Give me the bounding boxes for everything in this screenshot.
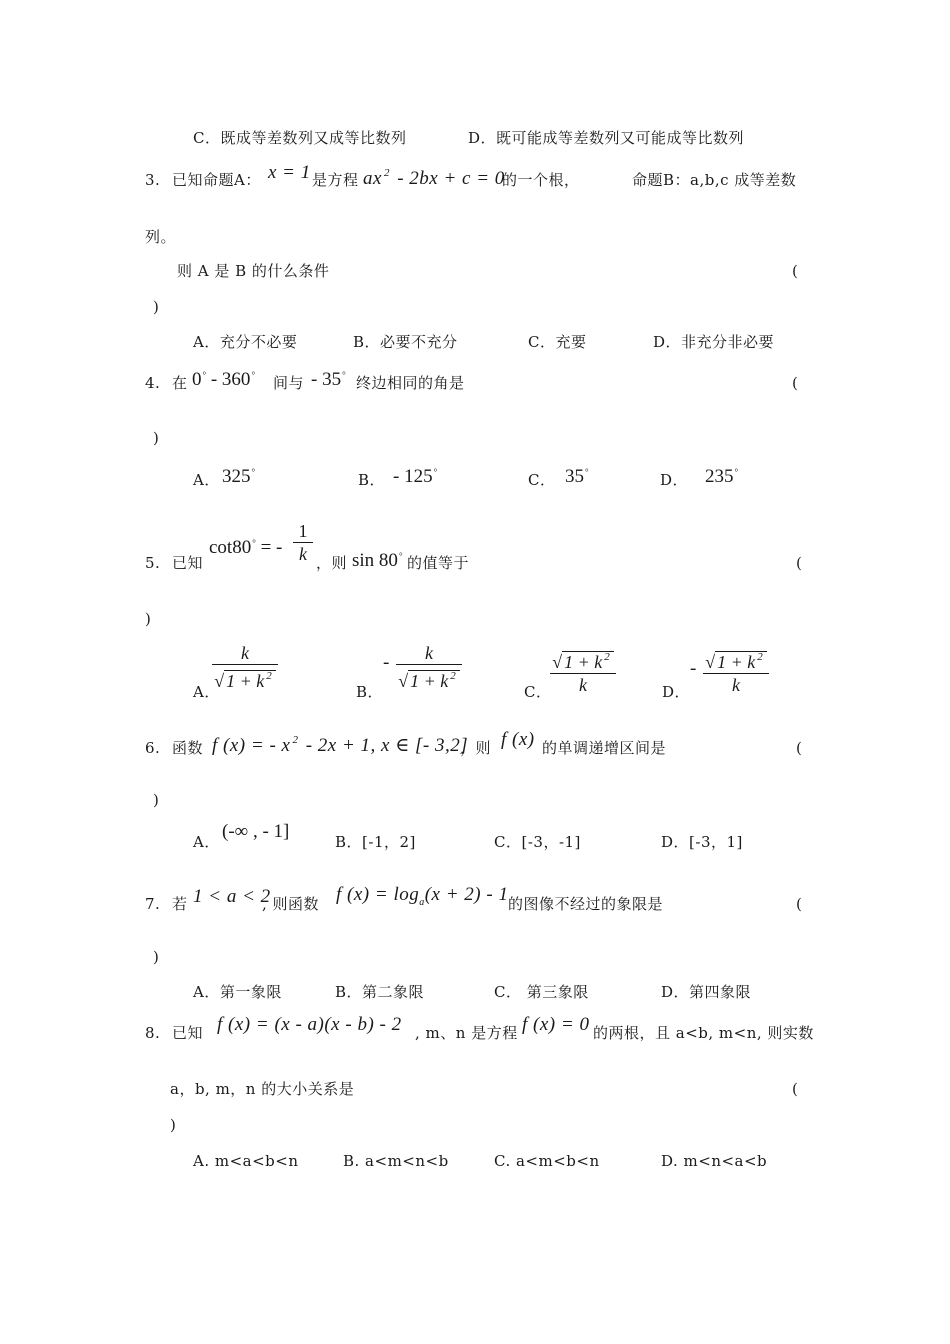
q4-option-c: 35° xyxy=(565,466,589,487)
q4-option-c-label: C． xyxy=(528,471,556,489)
q5-fraction: 1 k xyxy=(293,520,313,565)
q7-option-c: C． 第三象限 xyxy=(494,983,589,1001)
q4-answer-close: ) xyxy=(153,429,160,447)
q5-option-b: k √ 1 + k $^2$ xyxy=(396,642,462,692)
q6-text-post: 的单调递增区间是 xyxy=(542,739,667,757)
q6-option-a: (-∞ , - 1] xyxy=(222,821,290,842)
q3-text-mid: 是方程 xyxy=(312,171,359,189)
q7-condition: 1 < a < 2 xyxy=(193,886,271,907)
q5-option-a: k √ 1 + k $^2$ xyxy=(212,642,278,692)
q3-number: 3. xyxy=(145,171,161,189)
q8-expr: f (x) = (x - a)(x - b) - 2 xyxy=(217,1014,402,1035)
q7-answer-close: ) xyxy=(153,948,160,966)
q8-text-mid: , m、n 是方程 xyxy=(415,1024,518,1042)
q4-option-d: 235° xyxy=(705,466,739,487)
q6-fx: f (x) xyxy=(501,729,535,750)
q5-answer-open: ( xyxy=(796,554,803,572)
q8-option-c: C. a<m<b<n xyxy=(494,1152,600,1170)
q3-eq2: ax $^2$ - 2bx + c = 0 xyxy=(363,167,505,189)
q6-text-pre: 函数 xyxy=(172,739,204,757)
q7-option-b: B．第二象限 xyxy=(335,983,425,1001)
q3-text-post: 的一个根， xyxy=(502,171,580,189)
q4-option-a-label: A． xyxy=(193,471,220,489)
q2-option-c: C．既成等差数列又成等比数列 xyxy=(193,129,407,147)
q7-expr: f $(x) = \log_a(x + 2) - 1$ xyxy=(336,884,509,908)
q5-option-b-label: B． xyxy=(356,683,384,701)
q6-answer-open: ( xyxy=(796,739,803,757)
q3-eq1: x = 1 xyxy=(268,162,311,183)
q6-number: 6. xyxy=(145,739,161,757)
q8-wrap: a，b, m，n 的大小关系是 xyxy=(170,1080,355,1098)
q4-answer-open: ( xyxy=(792,374,799,392)
q5-option-c: √ 1 + k $^2$ k xyxy=(550,646,616,696)
q8-text-post: 的两根，且 a<b, m<n, 则实数 xyxy=(593,1024,814,1042)
q4-option-d-label: D． xyxy=(660,471,689,489)
q5-text-mid: ，则 xyxy=(316,554,348,572)
q8-expr2: f (x) = 0 xyxy=(522,1014,590,1035)
q3-wrap: 列。 xyxy=(145,228,177,246)
q6-option-c: C．[-3，-1] xyxy=(494,833,581,851)
q5-answer-close: ) xyxy=(145,610,152,628)
q6-option-b: B．[-1，2] xyxy=(335,833,416,851)
q5-sin: sin 80° xyxy=(352,550,403,571)
q7-answer-open: ( xyxy=(796,895,803,913)
q6-option-a-label: A． xyxy=(193,833,220,851)
q3-answer-open: ( xyxy=(792,262,799,280)
q5-option-c-label: C． xyxy=(524,683,552,701)
q6-expr: f (x) = - x $^2$ - 2x + 1, x ∈ [- 3,2] xyxy=(212,734,469,756)
q7-number: 7. xyxy=(145,895,161,913)
q8-answer-open: ( xyxy=(792,1080,799,1098)
q6-text-mid: ，则 xyxy=(460,739,492,757)
q3-prop-b: 命题B：a,b,c 成等差数 xyxy=(632,171,797,189)
q7-text-mid: , 则函数 xyxy=(262,895,320,913)
q4-angle: - 35° xyxy=(311,369,346,390)
q5-cot: cot80° = - xyxy=(209,537,283,558)
q7-option-d: D．第四象限 xyxy=(661,983,752,1001)
q5-text-post: 的值等于 xyxy=(407,554,470,572)
q4-text-mid: 间与 xyxy=(273,374,305,392)
q4-option-b-label: B． xyxy=(358,471,386,489)
q3-option-b: B．必要不充分 xyxy=(353,333,458,351)
q3-option-d: D．非充分非必要 xyxy=(653,333,775,351)
q4-number: 4. xyxy=(145,374,161,392)
q8-option-d: D. m<n<a<b xyxy=(661,1152,768,1170)
q2-option-d: D．既可能成等差数列又可能成等比数列 xyxy=(468,129,745,147)
q3-option-c: C．充要 xyxy=(528,333,587,351)
q5-text-pre: 已知 xyxy=(172,554,204,572)
q6-answer-close: ) xyxy=(153,791,160,809)
q8-option-a: A. m<a<b<n xyxy=(193,1152,299,1170)
q4-option-b: - 125° xyxy=(393,466,438,487)
q5-option-d-label: D． xyxy=(662,683,691,701)
q8-text-pre: 已知 xyxy=(172,1024,204,1042)
q5-number: 5. xyxy=(145,554,161,572)
q7-option-a: A．第一象限 xyxy=(193,983,282,1001)
q3-answer-close: ) xyxy=(153,298,160,316)
q7-text-post: 的图像不经过的象限是 xyxy=(508,895,664,913)
q7-text-pre: 若 xyxy=(172,895,188,913)
q4-range: 0° - 360° xyxy=(192,369,256,390)
q4-option-a: 325° xyxy=(222,466,256,487)
q8-number: 8. xyxy=(145,1024,161,1042)
q5-option-a-label: A． xyxy=(193,683,220,701)
q5-option-d: √ 1 + k $^2$ k xyxy=(703,646,769,696)
q8-answer-close: ) xyxy=(170,1116,177,1134)
q5-option-b-minus: - xyxy=(383,652,390,673)
q4-text-pre: 在 xyxy=(172,374,188,392)
q3-question: 则 A 是 B 的什么条件 xyxy=(177,262,330,280)
q6-option-d: D．[-3，1] xyxy=(661,833,743,851)
q4-text-post: 终边相同的角是 xyxy=(356,374,465,392)
q3-text-pre: 已知命题A： xyxy=(172,171,261,189)
q8-option-b: B. a<m<n<b xyxy=(343,1152,449,1170)
q3-option-a: A．充分不必要 xyxy=(193,333,298,351)
q5-option-d-minus: - xyxy=(690,658,697,679)
